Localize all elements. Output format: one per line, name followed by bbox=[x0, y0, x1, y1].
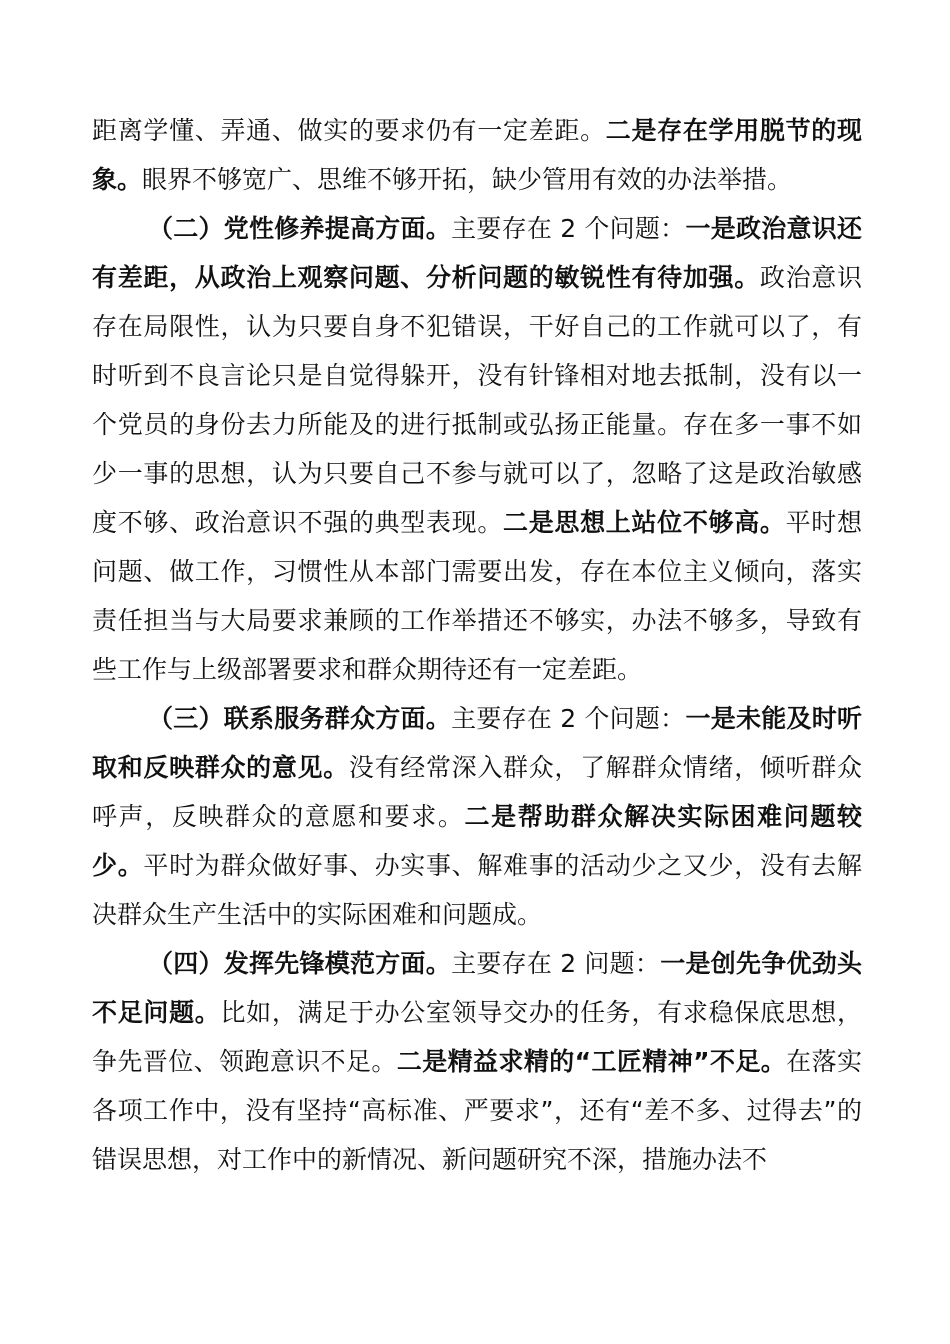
bold-text-run: 一是创先争优劲头不足问题。 bbox=[92, 949, 862, 1027]
section-heading: （二）党性修养提高方面。 bbox=[148, 214, 452, 243]
section-heading: （四）发挥先锋模范方面。 bbox=[148, 949, 452, 978]
bold-text-run: 二是精益求精的“工匠精神”不足。 bbox=[396, 1047, 787, 1076]
paragraph-party-spirit bbox=[92, 204, 862, 694]
document-body bbox=[92, 106, 862, 1184]
text-run: 比如，满足于办公室领导交办的任务，有求稳保底思想，争先晋位、领跑意识不足。 bbox=[92, 998, 862, 1076]
text-run: 政治意识存在局限性，认为只要自身不犯错误，干好自己的工作就可以了，有时听到不良言论只是自觉得躲开，没有针锋相对地去抵制，没有以一个党员的身份去力所能及的进行抵制或弘扬正能量。存在多一事不如少一事的思想，认为只要自己不参与就可以了，忽略了这是政治敏感度不够、政治意识不强的典型表现。 bbox=[92, 263, 862, 537]
bold-text-run: 二是存在学用脱节的现象。 bbox=[92, 116, 862, 194]
bold-text-run: 二是帮助群众解决实际困难问题较少。 bbox=[92, 802, 862, 880]
text-run: 主要存在 2 问题： bbox=[451, 949, 661, 978]
text-run: 平时为群众做好事、办实事、解难事的活动少之又少，没有去解决群众生产生活中的实际困难和问题成。 bbox=[92, 851, 862, 929]
text-run: 距离学懂、弄通、做实的要求仍有一定差距。 bbox=[92, 116, 606, 145]
paragraph-continuation bbox=[92, 106, 862, 204]
section-heading: （三）联系服务群众方面。 bbox=[148, 704, 452, 733]
text-run: 平时想问题、做工作，习惯性从本部门需要出发，存在本位主义倾向，落实责任担当与大局要求兼顾的工作举措还不够实，办法不够多，导致有些工作与上级部署要求和群众期待还有一定差距。 bbox=[92, 508, 862, 684]
paragraph-serving-masses bbox=[92, 694, 862, 939]
bold-text-run: 一是未能及时听取和反映群众的意见。 bbox=[92, 704, 862, 782]
text-run: 主要存在 2 个问题： bbox=[451, 704, 686, 733]
bold-text-run: 二是思想上站位不够高。 bbox=[503, 508, 786, 537]
text-run: 主要存在 2 个问题： bbox=[451, 214, 686, 243]
text-run: 眼界不够宽广、思维不够开拓，缺少管用有效的办法举措。 bbox=[142, 165, 793, 194]
text-run: 没有经常深入群众，了解群众情绪，倾听群众呼声，反映群众的意愿和要求。 bbox=[92, 753, 862, 831]
text-run: 在落实各项工作中，没有坚持“高标准、严要求”，还有“差不多、过得去”的错误思想，对工作中的新情况、新问题研究不深，措施办法不 bbox=[92, 1047, 862, 1174]
bold-text-run: 一是政治意识还有差距，从政治上观察问题、分析问题的敏锐性有待加强。 bbox=[92, 214, 862, 292]
paragraph-vanguard-role bbox=[92, 939, 862, 1184]
